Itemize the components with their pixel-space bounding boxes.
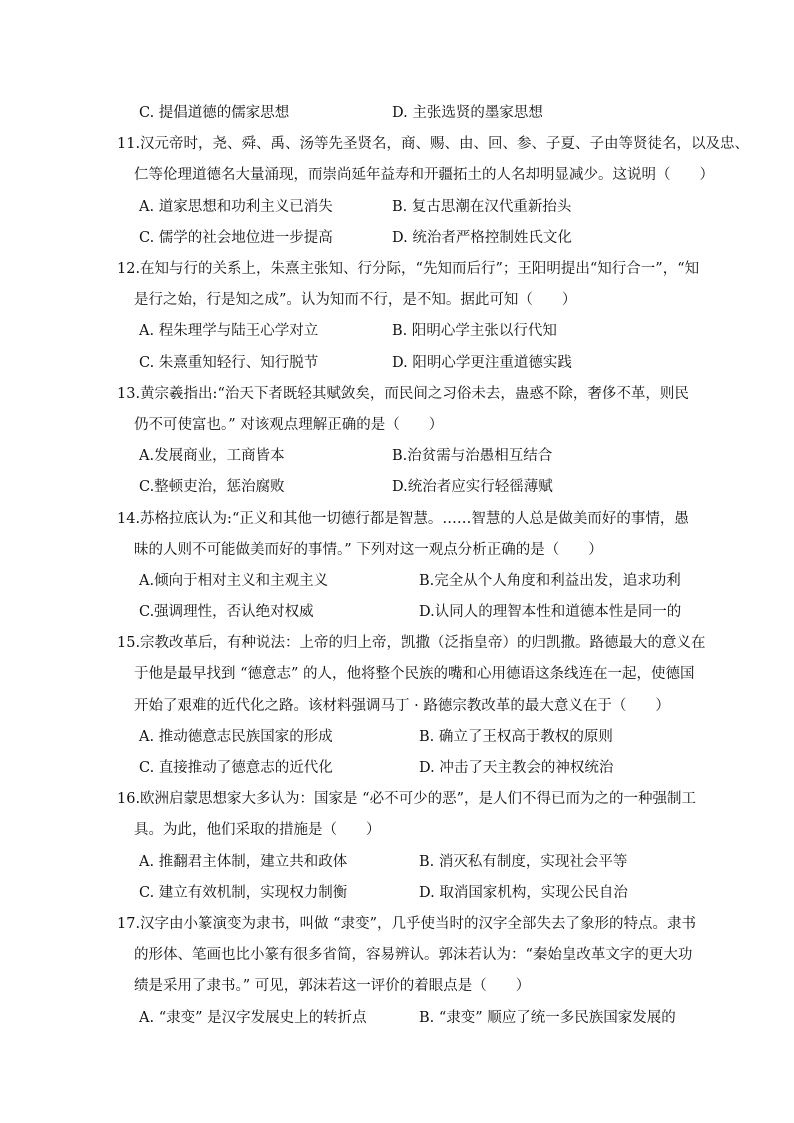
q16-option-d: D. 取消国家机构，实现公民自治 — [419, 885, 628, 901]
q13-stem-line-2: 仍不可使富也。” 对该观点理解正确的是（ ） — [134, 417, 444, 433]
q17-stem-line-2: 的形体、笔画也比小篆有很多省简，容易辨认。郭沫若认为：“秦始皇改革文字的更大功 — [134, 947, 693, 963]
q17-option-b: B. “隶变” 顺应了统一多民族国家发展的 — [419, 1010, 676, 1026]
q16-stem-line-1: 16.欧洲启蒙思想家大多认为：国家是 “必不可少的恶”，是人们不得已而为之的一种强制工 — [117, 791, 696, 807]
q12-option-d: D. 阳明心学更注重道德实践 — [392, 355, 572, 371]
q11-stem-line-1: 11.汉元帝时，尧、舜、禹、汤等先圣贤名，商、赐、由、回、参、子夏、子由等贤徒名，以及忠、 — [117, 136, 750, 152]
q14-option-d: D.认同人的理智本性和道德本性是同一的 — [419, 604, 682, 620]
q15-option-d: D. 冲击了天主教会的神权统治 — [419, 760, 614, 776]
q13-option-b: B.治贫需与治愚相互结合 — [392, 448, 553, 464]
q17-option-a: A. “隶变” 是汉字发展史上的转折点 — [139, 1010, 367, 1026]
q13-option-d: D.统治者应实行轻徭薄赋 — [392, 479, 553, 495]
q11-option-a: A. 道家思想和功利主义已消失 — [139, 199, 333, 215]
q15-option-b: B. 确立了王权高于教权的原则 — [419, 729, 613, 745]
q11-option-d: D. 统治者严格控制姓氏文化 — [392, 230, 572, 246]
q13-option-a: A.发展商业，工商皆本 — [139, 448, 285, 464]
q14-option-c: C.强调理性，否认绝对权威 — [139, 604, 314, 620]
q16-option-b: B. 消灭私有制度，实现社会平等 — [419, 854, 628, 870]
q11-option-c: C. 儒学的社会地位进一步提高 — [139, 230, 333, 246]
q17-stem-line-3: 绩是采用了隶书。” 可见，郭沫若这一评价的着眼点是（ ） — [134, 978, 531, 994]
q12-stem-line-2: 是行之始，行是知之成”。认为知而不行，是不知。据此可知（ ） — [134, 292, 577, 308]
q14-option-a: A.倾向于相对主义和主观主义 — [139, 573, 329, 589]
q15-stem-line-2: 于他是最早找到 “德意志” 的人，他将整个民族的嘴和心用德语这条线连在一起，使德国 — [134, 666, 695, 682]
q15-option-c: C. 直接推动了德意志的近代化 — [139, 760, 333, 776]
q16-option-a: A. 推翻君主体制，建立共和政体 — [139, 854, 348, 870]
q10-option-c: C. 提倡道德的儒家思想 — [139, 105, 290, 121]
q13-stem-line-1: 13.黄宗羲指出:“治天下者既轻其赋敛矣，而民间之习俗未去，蛊惑不除，奢侈不革，则民 — [117, 386, 689, 402]
q15-option-a: A. 推动德意志民族国家的形成 — [139, 729, 333, 745]
q11-stem-line-2: 仁等伦理道德名大量涌现，而崇尚延年益寿和开疆拓土的人名却明显减少。这说明（ ） — [134, 167, 714, 183]
q15-stem-line-1: 15.宗教改革后，有种说法：上帝的归上帝，凯撒（泛指皇帝）的归凯撒。路德最大的意义在 — [117, 635, 706, 651]
q14-option-b: B.完全从个人角度和利益出发，追求功利 — [419, 573, 681, 589]
q12-option-c: C. 朱熹重知轻行、知行脱节 — [139, 355, 319, 371]
q12-option-a: A. 程朱理学与陆王心学对立 — [139, 323, 319, 339]
q12-option-b: B. 阳明心学主张以行代知 — [392, 323, 557, 339]
q10-option-d: D. 主张选贤的墨家思想 — [392, 105, 543, 121]
q13-option-c: C.整顿吏治，惩治腐败 — [139, 479, 285, 495]
q12-stem-line-1: 12.在知与行的关系上，朱熹主张知、行分际，“先知而后行”；王阳明提出“知行合一”，“知 — [117, 261, 700, 277]
q15-stem-line-3: 开始了艰难的近代化之路。该材料强调马丁 · 路德宗教改革的最大意义在于（ ） — [134, 698, 670, 714]
q17-stem-line-1: 17.汉字由小篆演变为隶书，叫做 “隶变”，几乎使当时的汉字全部失去了象形的特点。隶书 — [117, 916, 696, 932]
q14-stem-line-1: 14.苏格拉底认为:“正义和其他一切德行都是智慧。……智慧的人总是做美而好的事情，愚 — [117, 511, 689, 527]
q16-option-c: C. 建立有效机制，实现权力制衡 — [139, 885, 348, 901]
q11-option-b: B. 复古思潮在汉代重新抬头 — [392, 199, 572, 215]
q16-stem-line-2: 具。为此，他们采取的措施是（ ） — [134, 822, 381, 838]
q14-stem-line-2: 昧的人则不可能做美而好的事情。” 下列对这一观点分析正确的是（ ） — [134, 542, 603, 558]
